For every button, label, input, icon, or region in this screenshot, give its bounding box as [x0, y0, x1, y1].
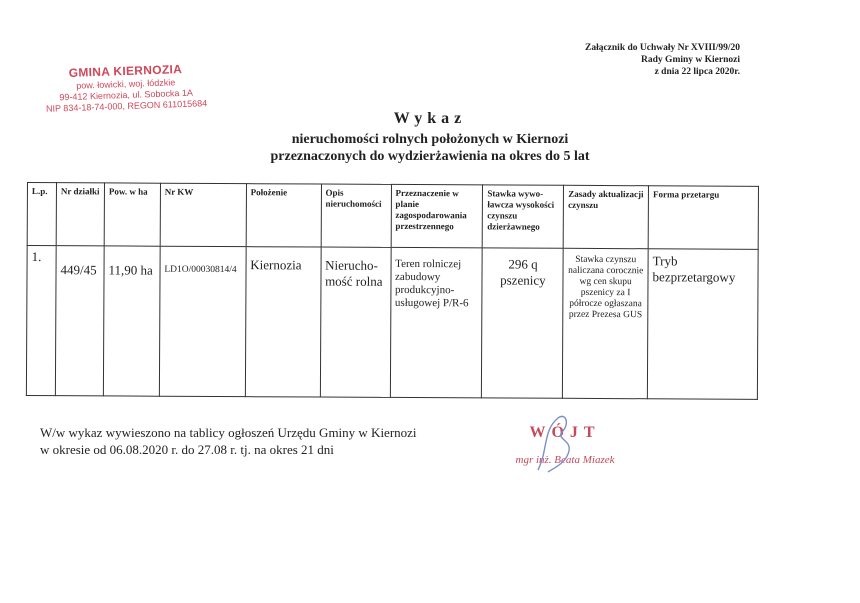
document-title: [200, 110, 660, 165]
header-powierzchnia: Pow. w ha: [104, 183, 160, 246]
cell-zasady: Stawka czynszu naliczana corocznie wg cen skupu pszenicy za I półrocze ogłaszana przez Prezesa GUS: [563, 248, 649, 398]
annex-line-1: Załącznik do Uchwały Nr XVIII/99/20: [584, 43, 740, 53]
signature-title: WÓJT: [529, 424, 601, 441]
header-stawka: Stawka wywo-ławcza wysokości czynszu dzierżawnego: [483, 185, 564, 248]
signature-name: mgr inż. Beata Miazek: [515, 454, 615, 466]
header-lp: L.p.: [27, 183, 56, 246]
stamp-line-1: pow. łowicki, woj. łódzkie: [76, 77, 176, 91]
table-row: [26, 246, 758, 400]
header-polozenie: Położenie: [246, 184, 321, 247]
posting-line-2: w okresie od 06.08.2020 r. do 27.08 r. tj. na okres 21 dni: [40, 442, 334, 457]
annex-line-2: Rady Gminy w Kiernozi: [641, 55, 740, 65]
annex-line-3: z dnia 22 lipca 2020r.: [654, 67, 740, 77]
cell-nr-kw: LD1O/00030814/4: [159, 246, 246, 396]
property-table: [26, 182, 759, 400]
header-forma: Forma przetargu: [648, 186, 758, 250]
annex-note: [530, 42, 740, 78]
cell-opis: Nierucho-mość rolna: [320, 247, 391, 397]
posting-line-1: W/w wykaz wywieszono na tablicy ogłoszeń Urzędu Gminy w Kiernozi: [40, 425, 417, 440]
header-opis: Opis nieruchomości: [321, 184, 391, 247]
header-zasady: Zasady aktualizacji czynszu: [563, 185, 648, 248]
cell-polozenie: Kiernozia: [245, 247, 321, 397]
cell-nr-dzialki: 449/45: [55, 246, 104, 396]
title-line-1: nieruchomości rolnych położonych w Kiernozi: [291, 132, 569, 147]
signature-block: [490, 424, 640, 466]
cell-przeznaczenie: Teren rolniczej zabudowy produkcyjno-usługowej P/R-6: [390, 247, 483, 397]
header-nr-kw: Nr KW: [160, 183, 246, 246]
cell-lp: 1.: [26, 246, 56, 396]
header-nr-dzialki: Nr działki: [56, 183, 104, 246]
municipality-stamp: [25, 63, 226, 116]
stamp-title: GMINA KIERNOZIA: [68, 62, 183, 80]
signature-scribble-icon: [518, 410, 588, 480]
title-line-2: przeznaczonych do wydzierżawienia na okres do 5 lat: [270, 149, 590, 164]
posting-note: [40, 424, 480, 458]
stamp-line-3: NIP 834-18-74-000, REGON 611015684: [45, 98, 208, 114]
title-heading: Wykaz: [393, 110, 467, 127]
table-header-row: [27, 183, 758, 250]
stamp-line-2: 99-412 Kiernozia, ul. Sobocka 1A: [59, 87, 194, 103]
header-przeznaczenie: Przeznaczenie w planie zagospodarowania przestrzennego: [391, 184, 483, 247]
cell-stawka: 296 q pszenicy: [482, 248, 564, 398]
cell-forma: Tryb bezprzetargowy: [647, 249, 758, 400]
cell-powierzchnia: 11,90 ha: [103, 246, 160, 396]
